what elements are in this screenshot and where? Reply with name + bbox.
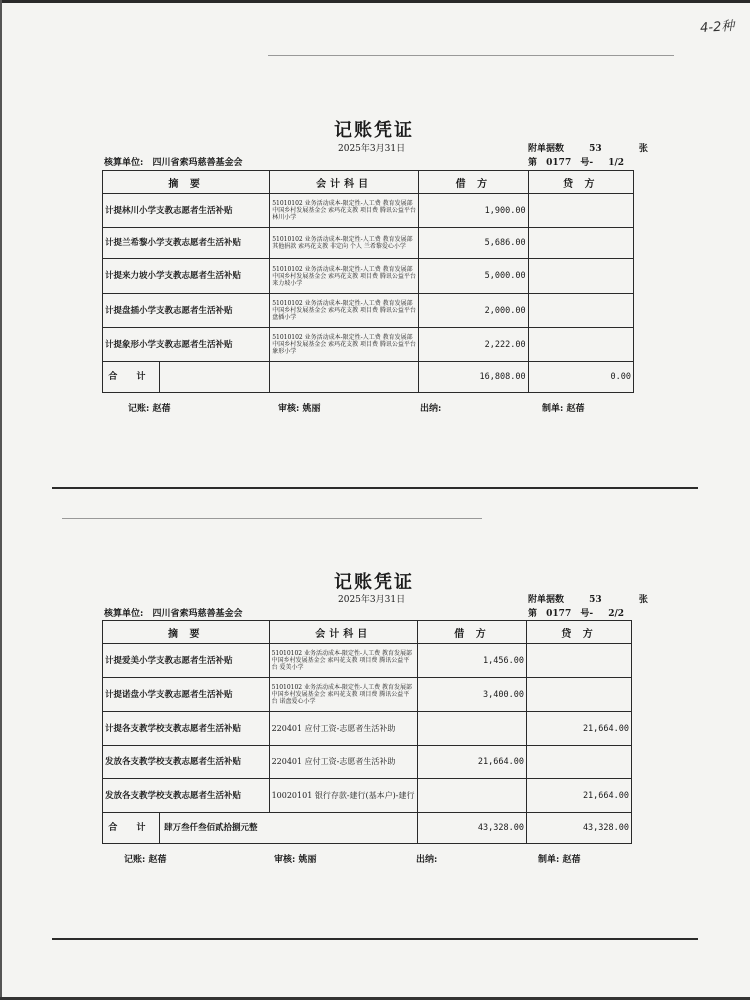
attach-unit: 张 <box>638 144 648 154</box>
unit-name: 四川省索玛慈善基金会 <box>152 158 243 168</box>
scan-rule-middle-thin <box>62 518 482 519</box>
attach-label: 附单据数 <box>528 144 565 154</box>
row-debit: 1,456.00 <box>417 644 526 678</box>
header-credit: 贷 方 <box>526 621 631 644</box>
row-summary: 发放各支教学校支教志愿者生活补贴 <box>103 746 270 779</box>
row-account: 220401 应付工资-志愿者生活补助 <box>269 712 417 746</box>
page-top-edge <box>0 0 750 3</box>
unit-label: 核算单位: <box>104 609 144 619</box>
row-debit: 21,664.00 <box>417 746 526 779</box>
table-row <box>103 644 632 678</box>
table-row <box>103 746 632 779</box>
accounting-unit <box>104 606 242 619</box>
row-account: 51010102 业务活动成本-限定性-人工费 教育发展部 其他捐款 索玛花支教 非定向 个人 兰希黎爱心小学 <box>270 228 419 259</box>
voucher-title: 记账凭证 <box>334 120 414 141</box>
attach-count: 53 <box>589 144 602 154</box>
table-row <box>103 328 634 362</box>
total-credit: 43,328.00 <box>526 813 631 844</box>
row-credit <box>528 328 633 362</box>
total-label: 合 计 <box>103 813 160 843</box>
table-header-row <box>103 171 634 194</box>
attach-label: 附单据数 <box>528 595 565 605</box>
total-row <box>103 813 632 844</box>
no-label: 第 <box>528 158 538 168</box>
page-left-edge <box>0 0 2 1000</box>
total-in-words <box>160 362 269 392</box>
row-summary: 计提来力坡小学支教志愿者生活补贴 <box>103 259 270 294</box>
bookkeeper: 记账: 赵蓓 <box>124 855 167 865</box>
unit-name: 四川省索玛慈善基金会 <box>152 609 243 619</box>
row-account: 51010102 业务活动成本-限定性-人工费 教育发展部 中国乡村发展基金会 索玛花支教 项目费 腾讯公益平台 来力坡小学 <box>270 259 419 294</box>
table-row <box>103 294 634 328</box>
row-credit <box>528 228 633 259</box>
row-debit: 5,000.00 <box>419 259 528 294</box>
voucher-title: 记账凭证 <box>334 572 414 593</box>
row-account: 51010102 业务活动成本-限定性-人工费 教育发展部 中国乡村发展基金会 索玛花支教 项目费 腾讯公益平台 诺盘爱心小学 <box>269 678 417 712</box>
row-credit: 21,664.00 <box>526 779 631 813</box>
no-label: 第 <box>528 609 538 619</box>
header-account: 会计科目 <box>269 621 417 644</box>
row-summary: 计提象形小学支教志愿者生活补贴 <box>103 328 270 362</box>
table-header-row <box>103 621 632 644</box>
handwritten-corner-note: 4-2种 <box>699 18 735 37</box>
voucher-table <box>102 170 634 393</box>
total-in-words: 肆万叁仟叁佰贰拾捌元整 <box>164 823 258 833</box>
unit-label: 核算单位: <box>104 158 144 168</box>
header-credit: 贷 方 <box>528 171 633 194</box>
row-credit <box>528 194 633 228</box>
row-credit <box>526 746 631 779</box>
row-credit: 21,664.00 <box>526 712 631 746</box>
row-summary: 计提诺盘小学支教志愿者生活补贴 <box>103 678 270 712</box>
voucher-date: 2025年3月31日 <box>338 595 406 605</box>
total-debit: 43,328.00 <box>417 813 526 844</box>
row-debit: 3,400.00 <box>417 678 526 712</box>
voucher-number <box>528 155 624 168</box>
attach-count: 53 <box>589 595 602 605</box>
row-summary: 计提盘插小学支教志愿者生活补贴 <box>103 294 270 328</box>
row-debit <box>417 712 526 746</box>
page-number: 2/2 <box>608 609 625 619</box>
table-row <box>103 228 634 259</box>
row-summary: 发放各支教学校支教志愿者生活补贴 <box>103 779 270 813</box>
voucher-date: 2025年3月31日 <box>338 144 406 154</box>
no-suffix: 号- <box>580 609 594 619</box>
row-summary: 计提爱美小学支教志愿者生活补贴 <box>103 644 270 678</box>
table-row <box>103 779 632 813</box>
row-debit: 1,900.00 <box>419 194 528 228</box>
no-suffix: 号- <box>580 158 594 168</box>
reviewer: 审核: 姚丽 <box>274 855 317 865</box>
page-number: 1/2 <box>608 158 625 168</box>
header-debit: 借 方 <box>419 171 528 194</box>
table-row <box>103 259 634 294</box>
total-debit: 16,808.00 <box>419 362 528 393</box>
scan-rule-bottom <box>52 938 698 940</box>
row-debit: 2,000.00 <box>419 294 528 328</box>
total-credit: 0.00 <box>528 362 633 393</box>
row-debit: 5,686.00 <box>419 228 528 259</box>
header-summary: 摘 要 <box>103 621 270 644</box>
preparer: 制单: 赵蓓 <box>538 855 581 865</box>
cashier: 出纳: <box>416 855 438 865</box>
row-debit: 2,222.00 <box>419 328 528 362</box>
cashier: 出纳: <box>420 404 442 414</box>
row-credit <box>528 294 633 328</box>
accounting-unit <box>104 155 242 168</box>
header-debit: 借 方 <box>417 621 526 644</box>
total-row <box>103 362 634 393</box>
row-account: 10020101 银行存款-建行(基本户)-建行 <box>269 779 417 813</box>
row-debit <box>417 779 526 813</box>
no-value: 0177 <box>546 609 572 619</box>
reviewer: 审核: 姚丽 <box>278 404 321 414</box>
preparer: 制单: 赵蓓 <box>542 404 585 414</box>
table-row <box>103 678 632 712</box>
header-account: 会计科目 <box>270 171 419 194</box>
row-account: 51010102 业务活动成本-限定性-人工费 教育发展部 中国乡村发展基金会 索玛花支教 项目费 腾讯公益平台 爱美小学 <box>269 644 417 678</box>
scan-rule-top <box>268 55 674 56</box>
voucher-number <box>528 606 624 619</box>
row-summary: 计提各支教学校支教志愿者生活补贴 <box>103 712 270 746</box>
scan-rule-middle <box>52 487 698 489</box>
table-row <box>103 712 632 746</box>
row-account: 220401 应付工资-志愿者生活补助 <box>269 746 417 779</box>
attachment-count <box>528 141 648 154</box>
attachment-count <box>528 592 648 605</box>
row-account: 51010102 业务活动成本-限定性-人工费 教育发展部 中国乡村发展基金会 索玛花支教 项目费 腾讯公益平台 林川小学 <box>270 194 419 228</box>
row-credit <box>528 259 633 294</box>
attach-unit: 张 <box>638 595 648 605</box>
row-credit <box>526 644 631 678</box>
row-account: 51010102 业务活动成本-限定性-人工费 教育发展部 中国乡村发展基金会 索玛花支教 项目费 腾讯公益平台 象形小学 <box>270 328 419 362</box>
table-row <box>103 194 634 228</box>
bookkeeper: 记账: 赵蓓 <box>128 404 171 414</box>
no-value: 0177 <box>546 158 572 168</box>
row-account: 51010102 业务活动成本-限定性-人工费 教育发展部 中国乡村发展基金会 索玛花支教 项目费 腾讯公益平台 盘插小学 <box>270 294 419 328</box>
header-summary: 摘 要 <box>103 171 270 194</box>
total-label: 合 计 <box>103 362 160 392</box>
row-credit <box>526 678 631 712</box>
row-summary: 计提兰希黎小学支教志愿者生活补贴 <box>103 228 270 259</box>
voucher-table <box>102 620 632 844</box>
row-summary: 计提林川小学支教志愿者生活补贴 <box>103 194 270 228</box>
